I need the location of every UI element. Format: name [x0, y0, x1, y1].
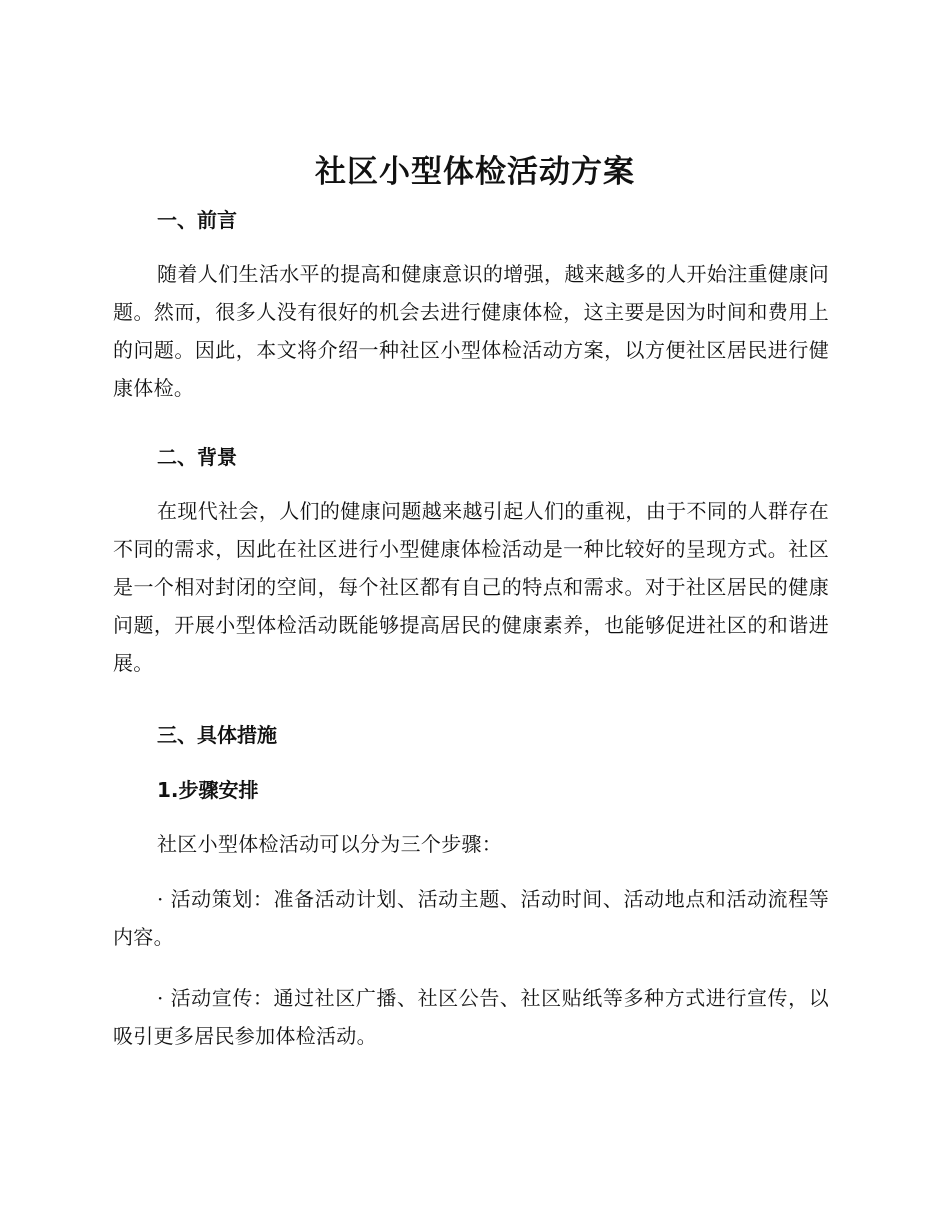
- subheading-step-arrangement: 1.步骤安排: [157, 778, 259, 802]
- steps-intro-paragraph: 社区小型体检活动可以分为三个步骤：: [157, 832, 503, 856]
- document-title: 社区小型体检活动方案: [315, 154, 635, 190]
- section-heading-preface: 一、前言: [157, 208, 237, 232]
- background-paragraph: 在现代社会，人们的健康问题越来越引起人们的重视，由于不同的人群存在不同的需求，因此在社区进行小型健康体检活动是一种比较好的呈现方式。社区是一个相对封闭的空间，每个社区都有自己的特点和需求。对于社区居民的健康问题，开展小型体检活动既能够提高居民的健康素养，也能够促进社区的和谐进展。: [113, 499, 829, 675]
- section-heading-measures: 三、具体措施: [157, 723, 277, 747]
- step-publicity-item: · 活动宣传：通过社区广播、社区公告、社区贴纸等多种方式进行宣传，以吸引更多居民参加体检活动。: [113, 986, 829, 1048]
- preface-paragraph: 随着人们生活水平的提高和健康意识的增强，越来越多的人开始注重健康问题。然而，很多人没有很好的机会去进行健康体检，这主要是因为时间和费用上的问题。因此，本文将介绍一种社区小型体检活动方案，以方便社区居民进行健康体检。: [113, 262, 829, 400]
- step-planning-item: · 活动策划：准备活动计划、活动主题、活动时间、活动地点和活动流程等内容。: [113, 887, 829, 949]
- section-heading-background: 二、背景: [157, 445, 237, 469]
